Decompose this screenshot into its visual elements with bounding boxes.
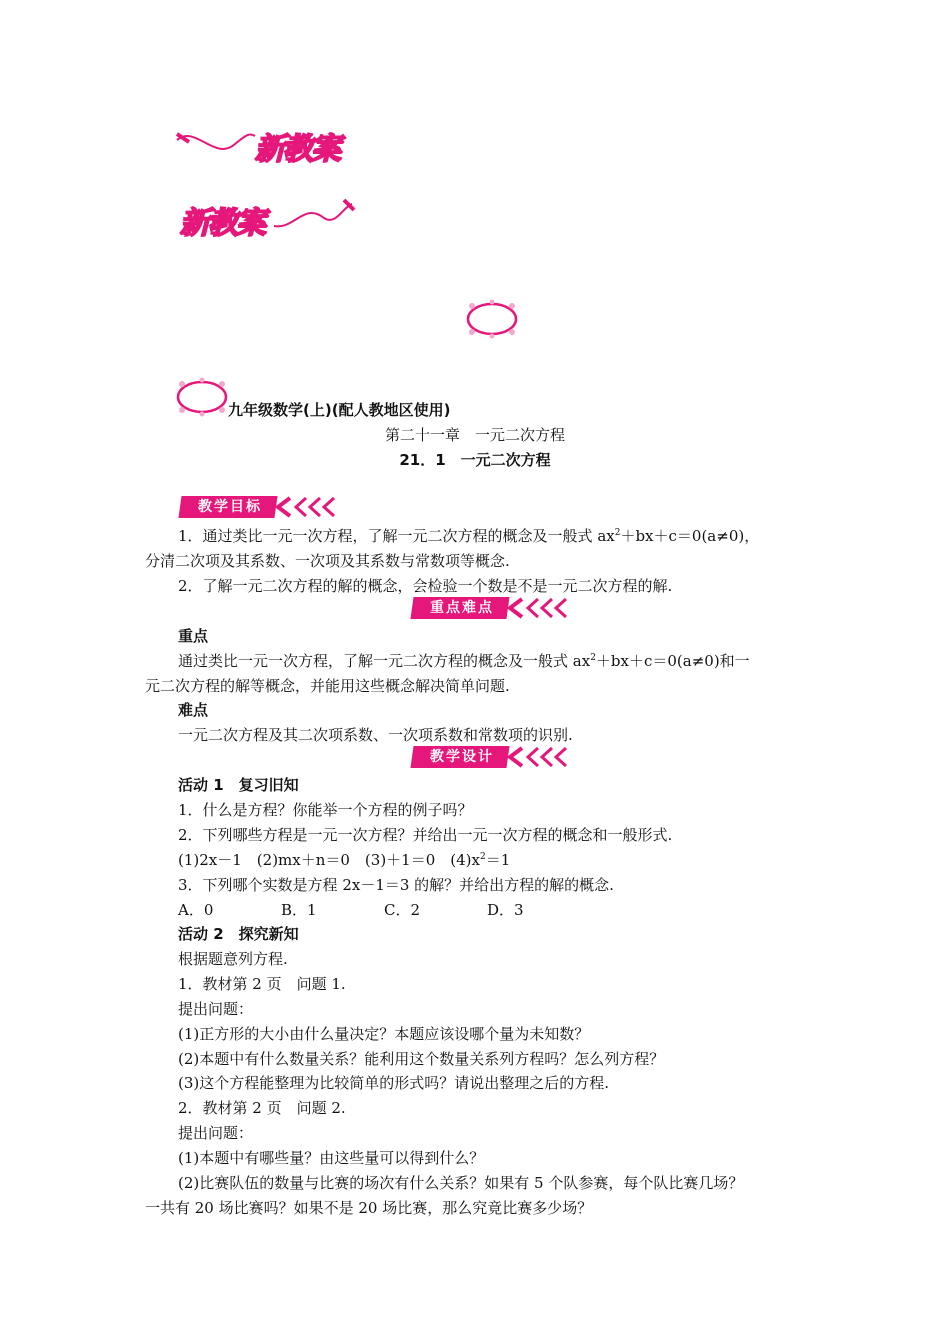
activity-1-options [178,900,524,920]
problem-1-q2: (2)本题中有什么数量关系？能利用这个数量关系列方程吗？怎么列方程？ [178,1050,665,1068]
problem-1: 1．教材第 2 页 问题 1. [178,975,346,993]
option-b: B．1 [281,901,317,919]
problem-2-q2: (2)比赛队伍的数量与比赛的场次有什么关系？如果有 5 个队参赛，每个队比赛几场？ [178,1174,744,1192]
difficulty-heading: 难点 [178,701,209,719]
option-a: A．0 [178,901,214,919]
section-title: 21．1 一元二次方程 [399,451,551,469]
banner-design: 教学设计 [412,746,582,768]
key-text-cont: 元二次方程的解等概念，并能用这些概念解决简单问题. [145,677,510,695]
goal-1: 1．通过类比一元一次方程，了解一元二次方程的概念及一般式 $ax^2+bx+c=0(a\ne 0)$， [178,527,760,545]
chevrons-icon [276,496,346,518]
ask-2: 提出问题： [178,1124,254,1142]
logo-text-2: 新教案 [180,206,264,241]
oval-ornament-icon [464,296,520,342]
chevrons-icon [508,597,578,619]
activity-1-q3: 3．下列哪个实数是方程 2x－1＝3 的解？并给出方程的解的概念. [178,876,614,894]
problem-1-q1: (1)正方形的大小由什么量决定？本题应该设哪个量为未知数？ [178,1025,590,1043]
header-title: 九年级数学(上)(配人教地区使用) [228,401,451,419]
option-c: C．2 [384,901,421,919]
problem-2-q1: (1)本题中有哪些量？由这些量可以得到什么？ [178,1149,485,1167]
activity-1-title: 活动 1 复习旧知 [178,776,299,794]
goal-2: 2．了解一元二次方程的解的概念，会检验一个数是不是一元二次方程的解. [178,577,673,595]
banner-goals: 教学目标 [180,496,350,518]
problem-1-q3: (3)这个方程能整理为比较简单的形式吗？请说出整理之后的方程. [178,1074,610,1092]
logo-swirl-bottom [178,196,358,240]
activity-2-title: 活动 2 探究新知 [178,925,299,943]
problem-2: 2．教材第 2 页 问题 2. [178,1099,346,1117]
problem-2-q2-cont: 一共有 20 场比赛吗？如果不是 20 场比赛，那么究竟比赛多少场？ [145,1199,593,1217]
goal-1-cont: 分清二次项及其系数、一次项及其系数与常数项等概念. [145,552,510,570]
banner-key-points: 重点难点 [412,597,582,619]
logo-text: 新教案 [255,132,339,167]
key-heading: 重点 [178,627,209,645]
oval-ornament-icon [174,374,230,420]
chapter-title: 第二十一章 一元二次方程 [384,426,565,444]
activity-2-intro: 根据题意列方程. [178,950,288,968]
option-d: D．3 [487,901,524,919]
logo-swirl-top [175,122,355,166]
chevrons-icon [508,746,578,768]
activity-1-equations: (1)2x－1 (2)mx＋n＝0 (3)＋1＝0 $(4)x^2=1$ [178,851,511,869]
ask-1: 提出问题： [178,1000,254,1018]
difficulty-text: 一元二次方程及其二次项系数、一次项系数和常数项的识别. [178,726,573,744]
swirl-icon [274,196,358,240]
activity-1-q1: 1．什么是方程？你能举一个方程的例子吗？ [178,801,473,819]
activity-1-q2: 2．下列哪些方程是一元一次方程？并给出一元一次方程的概念和一般形式. [178,826,673,844]
key-text: 通过类比一元一次方程，了解一元二次方程的概念及一般式 $ax^2+bx+c=0(a\ne 0)$和一 [178,652,750,670]
